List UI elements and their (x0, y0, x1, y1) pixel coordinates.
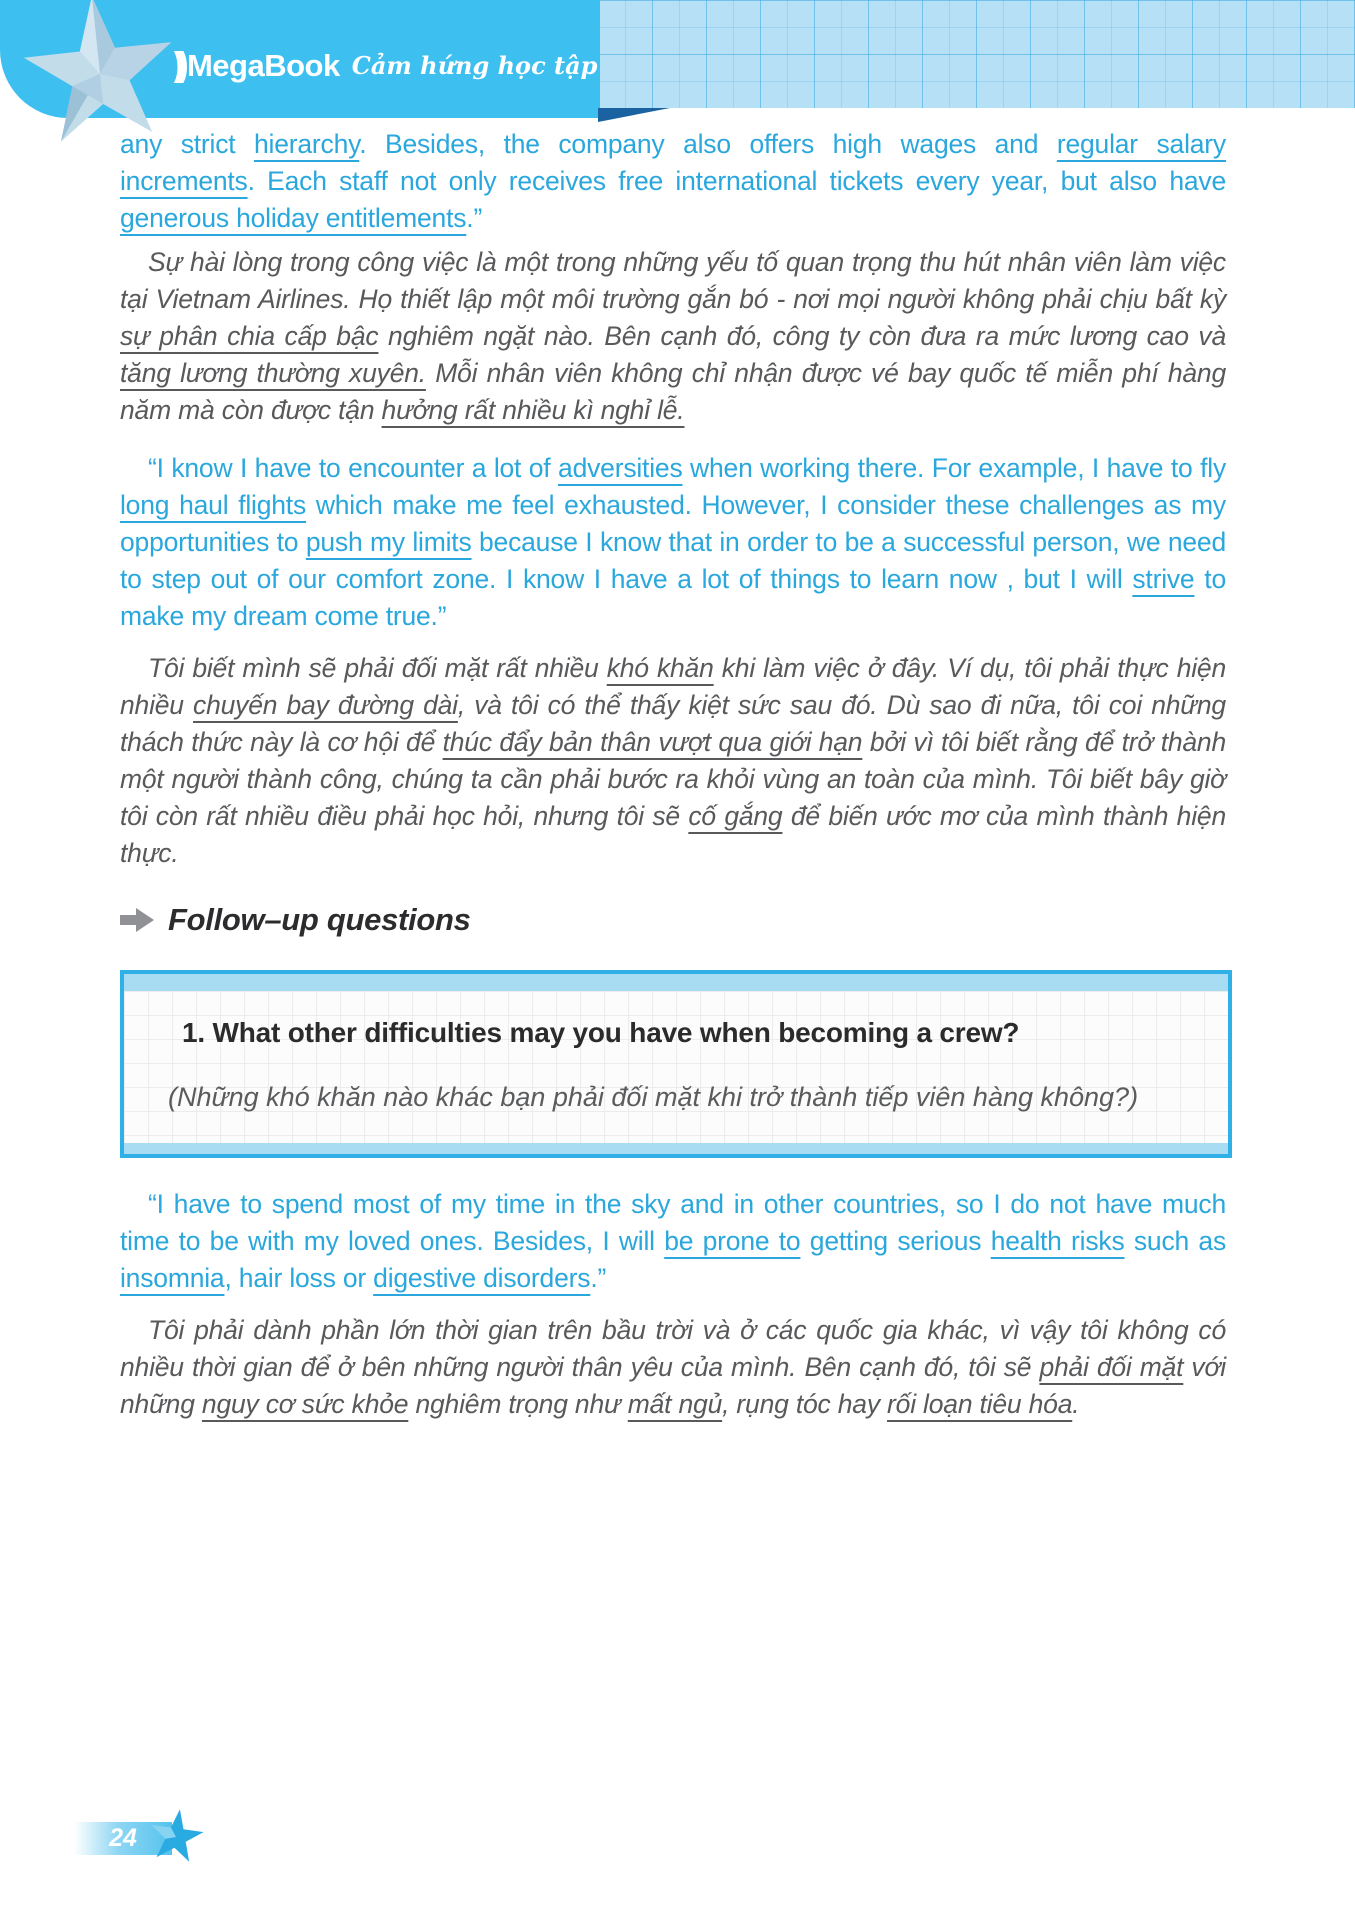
followup-heading: Follow–up questions (168, 902, 471, 937)
question-text: 1. What other difficulties may you have when becoming a crew? (182, 1017, 1020, 1048)
logo-tagline: Cảm hứng học tập (351, 51, 598, 80)
question-box-body (124, 991, 1228, 1143)
text-run: nghiêm ngặt nào. Bên cạnh đó, công ty còn đưa ra mức lương cao và (378, 321, 1226, 351)
text-run: any strict (120, 129, 254, 159)
text-run: bởi vì tôi biết rằng để trở thành một người thành công, chúng ta cần phải bước ra khỏi vùng an toàn của mình. Tôi biết bây giờ tôi còn rất nhiều điều phải học hỏi, nhưng tôi sẽ (120, 727, 1227, 831)
text-run: “I have to spend most of my time in the sky and in other countries, so I do not have much time to be with my loved ones. Besides, I will (120, 1189, 1226, 1256)
text-run: getting serious (800, 1226, 991, 1256)
underlined-phrase: digestive disorders (373, 1263, 591, 1293)
underlined-phrase: nguy cơ sức khỏe (201, 1389, 409, 1419)
underlined-phrase: long haul flights (120, 490, 307, 520)
text-run: , rụng tóc hay (722, 1389, 888, 1419)
underlined-phrase: hierarchy (254, 129, 360, 159)
text-run: when working there. For example, I have to fly (682, 453, 1226, 483)
text-run: khi làm việc ở đây. Ví dụ, tôi phải thực hiện nhiều (120, 653, 1227, 720)
underlined-phrase: mất ngủ (627, 1389, 723, 1419)
underlined-phrase: tăng lương thường xuyên. (120, 358, 426, 388)
paragraph-en (120, 1186, 1226, 1297)
page-text-column (120, 126, 1226, 1430)
text-run: Tôi phải dành phần lớn thời gian trên bầu trời và ở các quốc gia khác, vì vậy tôi không có nhiều thời gian để ở bên những người thân yêu của mình. Bên cạnh đó, tôi sẽ (120, 1315, 1226, 1382)
followup-heading-row (120, 902, 1226, 938)
text-run: , và tôi có thể thấy kiệt sức sau đó. Dù sao đi nữa, tôi coi những thách thức này là cơ hội để (120, 690, 1226, 757)
megabook-logo (172, 46, 597, 85)
question-translation: (Những khó khăn nào khác bạn phải đối mặt khi trở thành tiếp viên hàng không?) (168, 1082, 1139, 1112)
text-run: which make me feel exhausted. However, I consider these challenges as my opportunities to (120, 490, 1226, 557)
underlined-phrase: health risks (990, 1226, 1125, 1256)
text-run: to make my dream come true.” (120, 564, 1226, 631)
paragraph-en (120, 450, 1226, 635)
paragraph-vi (120, 1312, 1226, 1423)
question-box-top-strip (124, 974, 1228, 991)
underlined-phrase: push my limits (305, 527, 472, 557)
underlined-phrase: rối loạn tiêu hóa (887, 1389, 1073, 1419)
page-number: 24 (109, 1824, 137, 1852)
text-run: nghiêm trọng như (408, 1389, 628, 1419)
body-text-bottom (120, 1186, 1226, 1423)
underlined-phrase: regular salary increments (120, 129, 1226, 196)
text-run: Sự hài lòng trong công việc là một trong những yếu tố quan trọng thu hút nhân viên làm việc tại Vietnam Airlines. Họ thiết lập một môi trường gắn bó - nơi mọi người không phải chịu bất kỳ (120, 247, 1226, 314)
underlined-phrase: cố gắng (688, 801, 783, 831)
text-run: . (1072, 1389, 1080, 1419)
text-run: với những (120, 1352, 1226, 1419)
header-fold-triangle (598, 108, 670, 122)
text-run: Mỗi nhân viên không chỉ nhận được vé bay quốc tế miễn phí hàng năm mà còn được tận (120, 358, 1226, 425)
underlined-phrase: chuyến bay đường dài (193, 690, 458, 720)
text-run: . Besides, the company also offers high wages and (359, 129, 1057, 159)
text-run: để biến ước mơ của mình thành hiện thực. (120, 801, 1226, 868)
paragraph-vi (120, 650, 1226, 872)
arrow-right-icon (120, 908, 154, 932)
logo-chevrons-icon: ))) (173, 46, 184, 84)
text-run: because I know that in order to be a successful person, we need to step out of our comfort zone. I know I have a lot of things to learn now , but I will (120, 527, 1226, 594)
underlined-phrase: strive (1132, 564, 1195, 594)
question-box-bottom-strip (124, 1143, 1228, 1154)
question-box (120, 970, 1232, 1158)
text-run: .” (590, 1263, 607, 1293)
underlined-phrase: sự phân chia cấp bậc (120, 321, 379, 351)
text-run: Tôi biết mình sẽ phải đối mặt rất nhiều (148, 653, 607, 683)
underlined-phrase: insomnia (120, 1263, 225, 1293)
body-text-top (120, 126, 1226, 872)
underlined-phrase: khó khăn (606, 653, 714, 683)
text-run: “I know I have to encounter a lot of (148, 453, 559, 483)
underlined-phrase: thúc đẩy bản thân vượt qua giới hạn (442, 727, 863, 757)
underlined-phrase: adversities (558, 453, 683, 483)
logo-brand-text: MegaBook (186, 47, 340, 83)
paragraph-vi (120, 244, 1226, 429)
text-run: such as (1124, 1226, 1226, 1256)
text-run: .” (466, 203, 483, 233)
header-grid-pattern (598, 0, 1355, 108)
paragraph-en (120, 126, 1226, 237)
underlined-phrase: hưởng rất nhiều kì nghỉ lễ. (381, 395, 685, 425)
underlined-phrase: phải đối mặt (1039, 1352, 1184, 1382)
underlined-phrase: generous holiday entitlements (120, 203, 467, 233)
underlined-phrase: be prone to (664, 1226, 801, 1256)
text-run: , hair loss or (224, 1263, 374, 1293)
footer-star-icon (144, 1805, 207, 1868)
text-run: . Each staff not only receives free international tickets every year, but also have (247, 166, 1226, 196)
